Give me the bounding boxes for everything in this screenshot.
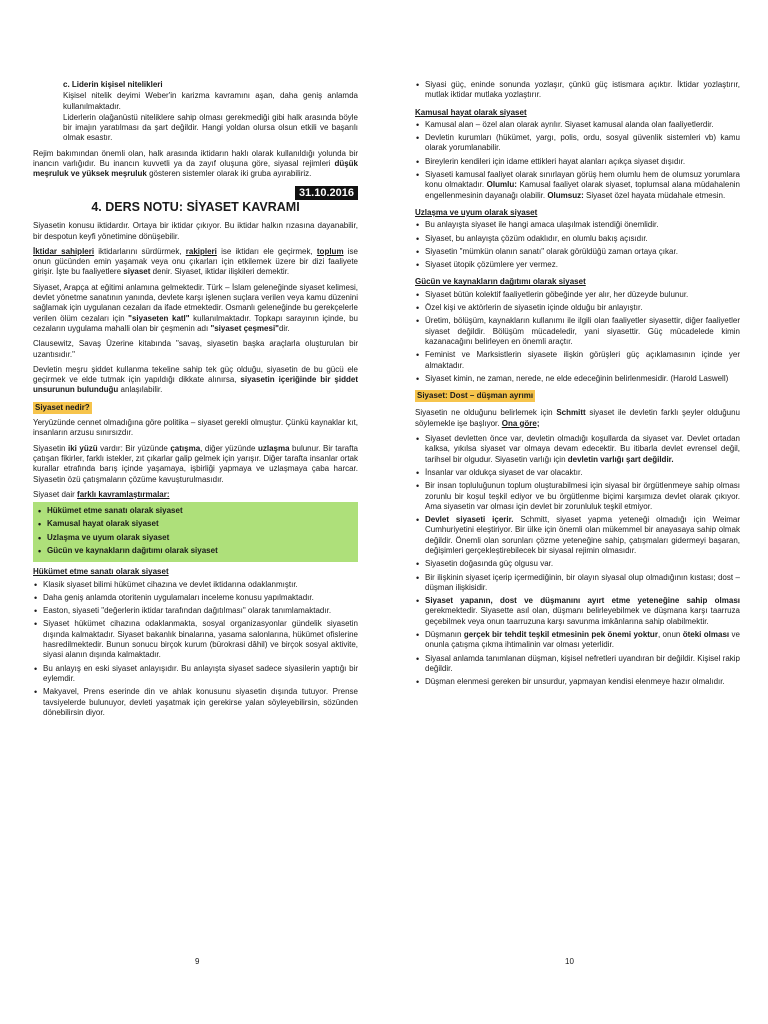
page-number-right: 10 bbox=[565, 957, 574, 966]
power-holders-paragraph: İktidar sahipleri iktidarlarını sürdürmek, rakipleri ise iktidarı ele geçirmek, toplum ise onun gücünden emin yaşamak veya onu çıkarları için etkilemek üzere bir dizi faaliyete girişir. İşte bu faaliyetlere siyaset denir. Siyaset, iktidar ilişkileri demektir. bbox=[33, 246, 358, 277]
conceptualizations-list bbox=[33, 502, 358, 562]
list-item: • Uzlaşma ve uyum olarak siyaset bbox=[37, 533, 354, 543]
left-page bbox=[33, 80, 358, 722]
list-item: • Devletin kurumları (hükümet, yargı, polis, ordu, sosyal güvenlik sistemleri vb) kamu olarak yorumlanabilir. bbox=[415, 133, 740, 154]
clausewitz-paragraph: Clausewitz, Savaş Üzerine kitabında "savaş, siyasetin başka araçlarla oluşturulan bir uzantısıdır." bbox=[33, 339, 358, 359]
list-item: • Easton, siyaseti "değerlerin iktidar tarafından dağıtılması" olarak tanımlamaktadır. bbox=[33, 606, 358, 616]
list-item: • Bu anlayış en eski siyaset anlayışıdır. Bu anlayışta siyaset sadece siyasilerin yaptığı bir eylemdir. bbox=[33, 664, 358, 685]
date-badge: 31.10.2016 bbox=[33, 186, 358, 200]
schmitt-paragraph: Siyasetin ne olduğunu belirlemek için Schmitt siyaset ile devletin farklı şeyler olduğunu söylemekle işe başlıyor. Ona göre; bbox=[415, 408, 740, 428]
intro-paragraph: Siyasetin konusu iktidardır. Ortaya bir iktidar çıkıyor. Bu iktidar halkın rızasına dayanabilir, bir despotun keyfi yönetimine dönüşebilir. bbox=[33, 221, 358, 241]
list-item: • Klasik siyaset bilimi hükümet cihazına ve devlet iktidarına odaklanmıştır. bbox=[33, 580, 358, 590]
leader-traits-heading: c. Liderin kişisel nitelikleri bbox=[63, 80, 163, 89]
public-life-heading: Kamusal hayat olarak siyaset bbox=[415, 107, 527, 117]
list-item: • Bir ilişkinin siyaset içerip içermediğinin, bir olayın siyasal olup olmadığının kıstası; dost – düşman ilişkisidir. bbox=[415, 573, 740, 594]
power-distribution-heading: Gücün ve kaynakların dağıtımı olarak siyaset bbox=[415, 277, 586, 287]
list-item: • Makyavel, Prens eserinde din ve ahlak konusunu siyasetin dışında tutuyor. Prense tavsiyelerde bulunuyor, devleti yaşatmak için gerekirse yalan söyleyebilirsin, sözünden dönebilirsin diyor. bbox=[33, 687, 358, 718]
list-item: • Üretim, bölüşüm, kaynakların kullanımı ile ilgili olan faaliyetler siyasettir, diğer faaliyetler siyaset değildir. Bölüşüm mücadeledir, yani siyasettir. Güç mücadelede kimin kazanacağını belirleyen en önemli araçtır. bbox=[415, 316, 740, 347]
consensus-heading: Uzlaşma ve uyum olarak siyaset bbox=[415, 207, 538, 217]
list-item: • Bir insan topluluğunun toplum oluşturabilmesi için siyasal bir örgütlenmeye sahip olması zorunlu bir koşul teşkil ediyor ve bu örgütlenme biçimi karşımıza devlet olarak çıkıyor. Ama siyasetin var olması için devlet bir zorunluluk teşkil etmiyor. bbox=[415, 481, 740, 512]
power-corruption-list bbox=[415, 80, 740, 101]
list-item: • Bu anlayışta siyaset ile hangi amaca ulaşılmak istendiği önemlidir. bbox=[415, 220, 740, 230]
list-item: • Kamusal alan – özel alan olarak ayrılır. Siyaset kamusal alanda olan faaliyetlerdir. bbox=[415, 120, 740, 130]
consensus-list bbox=[415, 220, 740, 270]
right-page bbox=[415, 80, 740, 692]
list-item: • Daha geniş anlamda otoritenin uygulamaları inceleme konusu yapılmaktadır. bbox=[33, 593, 358, 603]
list-item: • Siyasetin "mümkün olanın sanatı" olarak görüldüğü zaman ortaya çıkar. bbox=[415, 247, 740, 257]
list-item: • Özel kişi ve aktörlerin de siyasetin içinde olduğu bir anlayıştır. bbox=[415, 303, 740, 313]
list-item: • Siyasetin doğasında güç olgusu var. bbox=[415, 559, 740, 569]
list-item: • Bireylerin kendileri için idame ettikleri hayat alanları açıkça siyaset dışıdır. bbox=[415, 157, 740, 167]
list-item: • Siyaset, bu anlayışta çözüm odaklıdır, en olumlu bakış açısıdır. bbox=[415, 234, 740, 244]
conceptualizations-intro: Siyaset dair farklı kavramlaştırmalar: bbox=[33, 489, 170, 499]
list-item: • Hükümet etme sanatı olarak siyaset bbox=[37, 506, 354, 516]
list-item: • Kamusal hayat olarak siyaset bbox=[37, 519, 354, 529]
schmitt-list bbox=[415, 434, 740, 688]
list-item: • Siyaseti kamusal faaliyet olarak sınırlayan görüş hem olumlu hem de olumsuz yorumlara konu olmaktadır. Olumlu: Kamusal faaliyet olarak siyaset, toplumsal alana müdahalenin engellenmesinin dayanağı olabilir. Olumsuz: Siyaset özel hayata müdahale etmesin. bbox=[415, 170, 740, 201]
list-item: • Siyaset yapanın, dost ve düşmanını ayırt etme yeteneğine sahip olması gerekmektedir. Siyasette asıl olan, düşmanı belirleyebilmek ve düşmana karşı taarruza geçebilmek veya onun taarruzuna karşı savunma imkânlarına sahip olabilmektir. bbox=[415, 596, 740, 627]
list-item: • Siyaset kimin, ne zaman, nerede, ne elde edeceğinin belirlenmesidir. (Harold Laswell) bbox=[415, 374, 740, 384]
public-life-list bbox=[415, 120, 740, 201]
list-item: • Siyaset bütün kolektif faaliyetlerin göbeğinde yer alır, her düzeyde bulunur. bbox=[415, 290, 740, 300]
list-item: • Feminist ve Marksistlerin siyasete ilişkin görüşleri güç açıklamasının içinde yer almaktadır. bbox=[415, 350, 740, 371]
list-item: • Gücün ve kaynakların dağıtımı olarak siyaset bbox=[37, 546, 354, 556]
list-item: • Siyasi güç, eninde sonunda yozlaşır, çünkü güç istismara açıktır. İktidar yozlaştırır, mutlak iktidar mutlaka yozlaştırır. bbox=[415, 80, 740, 101]
what-is-politics-heading: Siyaset nedir? bbox=[33, 402, 358, 414]
governing-art-list bbox=[33, 580, 358, 719]
list-item: • Siyaset devletten önce var, devletin olmadığı koşullarda da siyaset var. Devlet ortadan kalksa, yıkılsa siyaset var olmaya devam edecektir. Bu itibarla devlet evrensel değil, tarihsel bir olgudur. Siyasetin varlığı için devletin varlığı şart değildir. bbox=[415, 434, 740, 465]
list-item: • Düşmanın gerçek bir tehdit teşkil etmesinin pek önemi yoktur, onun öteki olması ve onunla çatışma çıkma ihtimalinin var olması yeterlidir. bbox=[415, 630, 740, 651]
lecture-title: 4. DERS NOTU: SİYASET KAVRAMI bbox=[91, 199, 300, 214]
leader-traits-text-2: Liderlerin olağanüstü niteliklere sahip olması gerekmediği gibi halk arasında böyle bir imajın yaratılması da şart değildir. Hangi yoldan olursa olsun etkili ve başarılı olmak esastır. bbox=[63, 112, 358, 143]
list-item: • Siyaset hükümet cihazına odaklanmakta, sosyal organizasyonlar gündelik siyasetin dışında kalmaktadır. Siyaset bakanlık binalarına, yasama salonlarına, hükümet ofislerine hasredilmektedir. Bunun sonucu birçok kurum (bürokrasi dâhil) ve birçok sosyal aktivite, siyasi alanın dışında kalmaktadır. bbox=[33, 619, 358, 660]
two-faces-paragraph: Siyasetin iki yüzü vardır: Bir yüzünde çatışma, diğer yüzünde uzlaşma bulunur. Bir tarafta çatışan fikirler, farklı istekler, zıt çıkarlar galip gelmek için yarışır. Diğer tarafta insanlar ortak kurallar etrafında barış içinde yaşamaya, işbirliği yapmaya ve uzlaşmaya çaba harcar. Siyasetin özü çatışmaların çözüme kavuşturulmasıdır. bbox=[33, 443, 358, 484]
page-number-left: 9 bbox=[195, 957, 200, 966]
list-item: • Devlet siyaseti içerir. Schmitt, siyaset yapma yeteneği olmadığı için Weimar Cumhuriyetini eleştiriyor. Bir ülke için önemli olan mükemmel bir anayasaya sahip olmak değildir. Önemli olan sorunları çözme yeteneğine sahip, çatışmaları gidermeyi başaran, değişimleri gerçekleştirebilecek bir siyasal rejimin olmasıdır. bbox=[415, 515, 740, 556]
violence-paragraph: Devletin meşru şiddet kullanma tekeline sahip tek güç olduğu, siyasetin de bu gücü ele geçirmek ve elde tutmak için yapıldığı dikkate alınırsa, siyasetin içeriğinde bir şiddet unsurunun bulunduğu anlaşılabilir. bbox=[33, 364, 358, 395]
heaven-paragraph: Yeryüzünde cennet olmadığına göre politika – siyaset gerekli olmuştur. Çünkü kaynaklar kıt, insanların arzusu sınırsızdır. bbox=[33, 418, 358, 438]
list-item: • İnsanlar var oldukça siyaset de var olacaktır. bbox=[415, 468, 740, 478]
power-distribution-list bbox=[415, 290, 740, 384]
leader-traits-text-1: Kişisel nitelik deyimi Weber'in karizma kavramını aşan, daha geniş anlamda kullanılmaktadır. bbox=[63, 91, 358, 111]
governing-art-heading: Hükümet etme sanatı olarak siyaset bbox=[33, 567, 169, 577]
list-item: • Siyasal anlamda tanımlanan düşman, kişisel nefretleri uyandıran bir değildir. Kişisel rakip değildir. bbox=[415, 654, 740, 675]
etymology-paragraph: Siyaset, Arapça at eğitimi anlamına gelmektedir. Türk – İslam geleneğinde siyaset kelimesi, devlet yönetme sanatının yanında, devlete karşı işlenen suçlara verilen veya kamu düzenini sağlamak için uygulanan cezaları da ifade etmektedir. Osmanlı geleneğinde bu gerekçelerle verilen ölüm cezaları için "siyaseten katl" kullanılmaktadır. Topkapı sarayının içinde, bu cezaların uygulama mahalli olan bir çeşmenin adı "siyaset çeşmesi"dir. bbox=[33, 282, 358, 333]
list-item: • Düşman elenmesi gereken bir unsurdur, yapmayan kendisi elenmeye hazır olmalıdır. bbox=[415, 677, 740, 687]
list-item: • Siyaset ütopik çözümlere yer vermez. bbox=[415, 260, 740, 270]
friend-enemy-heading: Siyaset: Dost – düşman ayrımı bbox=[415, 390, 740, 402]
regime-paragraph: Rejim bakımından önemli olan, halk arasında iktidarın haklı olarak kullanıldığı yolunda bir inancın varlığıdır. Bu inancın kuvvetli ya da zayıf oluşuna göre, siyasal rejimleri düşük meşruluk ve yüksek meşruluk gösteren sistemler olarak iki gruba ayırabiliriz. bbox=[33, 148, 358, 179]
